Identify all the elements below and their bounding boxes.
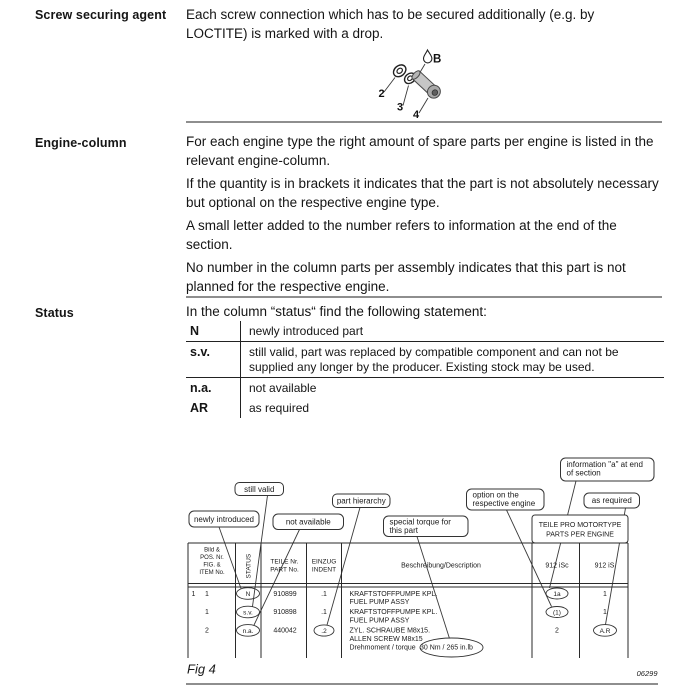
- engine-paragraph: A small letter added to the number refers to information at the end of the section.: [186, 218, 617, 252]
- figure-caption: Fig 4: [187, 661, 216, 677]
- callout-text: as required: [591, 496, 632, 505]
- engine-paragraph: For each engine type the right amount of spare parts per engine is listed in the relevant engine-column.: [186, 134, 654, 168]
- item-label-3: 3: [396, 101, 404, 114]
- qty-engine2: 1: [603, 609, 607, 617]
- col-header-status: STATUS: [245, 553, 253, 579]
- qty-engine2: 1: [603, 590, 607, 598]
- engine-header-line: PARTS PER ENGINE: [546, 531, 614, 539]
- description-de: ZYL. SCHRAUBE M8x15.: [349, 627, 431, 635]
- status-value: s.v.: [243, 609, 253, 617]
- engine-column-paragraphs: [186, 133, 664, 301]
- item3-leader-line: [403, 86, 409, 106]
- callout-newly-introduced: [189, 511, 259, 527]
- col-header-engine-912is: 912 iS: [594, 562, 615, 570]
- col-header-fig-item: Bild &: [204, 547, 220, 554]
- part-no: 440042: [273, 627, 297, 635]
- status-definition-table: [186, 321, 664, 418]
- status-intro: In the column “status“ find the following statement:: [186, 304, 487, 319]
- col-header-fig-item: FIG. &: [203, 562, 221, 569]
- callout-text: of section: [566, 468, 601, 478]
- screw-diagram: [372, 46, 492, 126]
- callout-information-a: [561, 458, 655, 481]
- callout-text: this part: [389, 526, 418, 535]
- qty-engine1: 1a: [553, 590, 561, 598]
- callout-part-hierarchy: [333, 494, 391, 508]
- engine-header-line: TEILE PRO MOTORTYPE: [538, 522, 622, 529]
- item2-leader-line: [384, 78, 395, 93]
- engine-paragraph: No number in the column parts per assembly indicates that this part is not planned for the respective engine.: [186, 260, 626, 294]
- col-header-fig-item: ITEM No.: [199, 570, 225, 576]
- part-no: 910899: [273, 590, 297, 598]
- callout-option-engine: [467, 489, 545, 510]
- col-header-part-no: PART No.: [270, 566, 299, 574]
- status-value: N: [245, 591, 251, 598]
- table-column-headers: [199, 548, 614, 579]
- status-definition: still valid, part was replaced by compatible component and can not be supplied any longer by the producer. Existing stock may be used.: [240, 342, 664, 377]
- item-no: 1: [205, 590, 209, 598]
- status-term: N: [190, 324, 200, 338]
- callout-text: still valid: [244, 485, 275, 494]
- torque-value: 30 Nm / 265 in.lb: [420, 644, 473, 652]
- fig-no: 1: [191, 590, 196, 598]
- col-header-indent: INDENT: [311, 566, 337, 574]
- qty-engine1: (1): [553, 609, 561, 617]
- callout-still-valid: [235, 483, 284, 496]
- indent-value: .1: [321, 590, 327, 598]
- loctite-drop-icon: [424, 50, 432, 63]
- col-header-engine-912isc: 912 iSc: [545, 562, 569, 570]
- status-term: n.a.: [190, 381, 212, 395]
- description-en: ALLEN SCREW M8x15: [349, 636, 423, 643]
- item-label-4: 4: [412, 109, 420, 121]
- drop-label: B: [433, 53, 442, 66]
- callout-text: special torque for: [389, 517, 451, 527]
- status-row-ar: [186, 398, 664, 418]
- status-definition: newly introduced part: [240, 321, 664, 341]
- indent-value: .1: [321, 609, 327, 617]
- status-term: AR: [190, 401, 209, 415]
- qty-engine2: A.R: [599, 627, 611, 635]
- item-no: 1: [205, 609, 209, 617]
- table-row: [205, 606, 607, 624]
- callout-text: not available: [285, 517, 331, 527]
- description-en: FUEL PUMP ASSY: [349, 599, 410, 607]
- qty-engine1: 2: [555, 627, 559, 635]
- section-label-engine-column: Engine-column: [35, 136, 127, 150]
- status-term: s.v.: [190, 345, 210, 359]
- status-row-n: [186, 321, 664, 342]
- description-de: KRAFTSTOFFPUMPE KPL.: [349, 609, 438, 617]
- col-header-part-no: TEILE Nr.: [270, 558, 299, 566]
- callout-special-torque: [384, 516, 469, 537]
- description-de: KRAFTSTOFFPUMPE KPL.: [349, 590, 438, 598]
- parts-per-engine-header: [532, 515, 628, 543]
- section-label-screw-securing-agent: Screw securing agent: [35, 8, 167, 22]
- description-en: FUEL PUMP ASSY: [349, 617, 410, 625]
- indent-value: .2: [321, 627, 327, 635]
- callout-text: part hierarchy: [336, 496, 386, 506]
- callout-text: information "a" at end: [566, 460, 643, 469]
- part-no: 910898: [273, 609, 297, 617]
- col-header-indent: EINZUG: [311, 558, 337, 566]
- section-separator: [186, 121, 662, 123]
- status-value: n.a.: [242, 627, 254, 635]
- torque-label: Drehmoment / torque: [349, 644, 416, 652]
- item-no: 2: [205, 627, 209, 635]
- table-row: [205, 625, 616, 657]
- col-header-fig-item: POS. Nr.: [200, 555, 224, 561]
- status-row-na: [186, 378, 664, 398]
- allen-screw-icon: [410, 68, 443, 100]
- status-definition: not available: [240, 378, 664, 398]
- item4-leader-line: [419, 98, 428, 113]
- section-separator: [186, 296, 662, 298]
- section-label-status: Status: [35, 306, 74, 320]
- status-row-sv: [186, 342, 664, 378]
- document-number: 06299: [636, 669, 658, 678]
- fig4-annotated-table: [178, 440, 680, 694]
- callout-not-available: [273, 514, 344, 530]
- item-label-2: 2: [378, 88, 385, 100]
- callout-text: newly introduced: [193, 515, 255, 524]
- engine-paragraph: If the quantity is in brackets it indicates that the part is not absolutely necessary but optional on the respective engine type.: [186, 176, 659, 210]
- callout-text: respective engine: [472, 499, 536, 508]
- screw-securing-paragraph: Each screw connection which has to be secured additionally (e.g. by LOCTITE) is marked with a drop.: [186, 7, 595, 41]
- callout-as-required: [584, 493, 640, 508]
- callout-text: option on the: [472, 490, 519, 500]
- col-header-description: Beschreibung/Description: [401, 562, 481, 570]
- status-definition: as required: [240, 398, 664, 418]
